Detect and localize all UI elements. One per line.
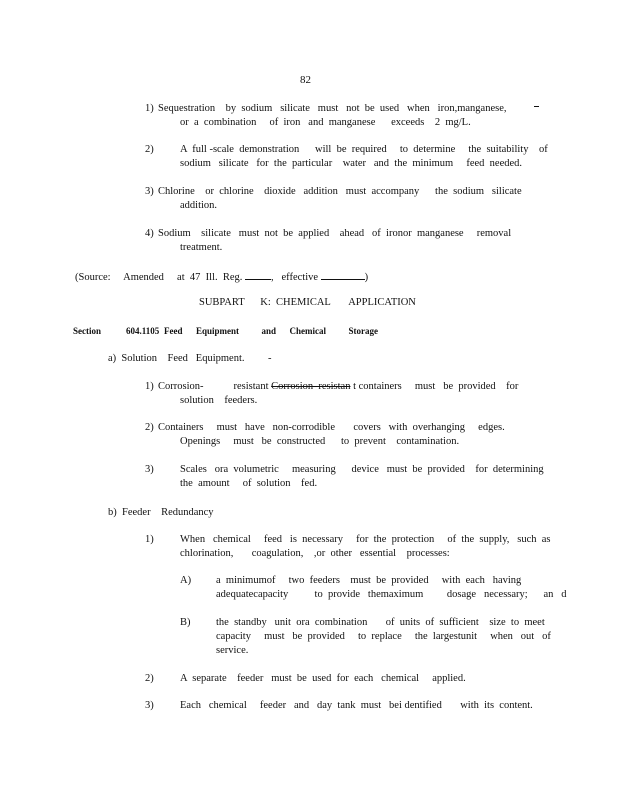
list-item-line: or a combination of iron and manganese exceeds 2 mg/L. xyxy=(180,117,471,128)
list-item-line: Containers must have non-corrodible covers with overhanging edges. xyxy=(158,422,505,433)
list-item-line: Chlorine or chlorine dioxide addition must accompany the sodium silicate xyxy=(158,186,522,197)
reg-blank xyxy=(245,268,271,280)
source-close: ) xyxy=(364,272,369,283)
sub-item-number: B) xyxy=(180,617,191,628)
list-item-line: Sodium silicate must not be applied ahead of ironor manganese removal xyxy=(158,228,512,239)
sub-item-line: service. xyxy=(216,645,249,656)
resistant-text: resistant xyxy=(233,381,269,392)
list-item-line: When chemical feed is necessary for the protection of the supply, such as xyxy=(180,534,551,545)
sub-item-number: A) xyxy=(180,575,192,586)
source-note xyxy=(75,268,368,284)
dash-mark: - xyxy=(268,353,272,364)
list-item-line: sodium silicate for the particular water and the minimum feed needed. xyxy=(180,158,523,169)
sub-item-line: the standby unit ora combination of units of sufficient size to meet xyxy=(216,617,545,628)
list-item-line: A full -scale demonstration will be required to determine the suitability of xyxy=(180,144,548,155)
section-title: Feed Equipment and Chemical Storage xyxy=(164,326,379,336)
list-item-line: Sequestration by sodium silicate must not be used when iron,manganese, xyxy=(158,103,507,114)
sub-item-line: capacity must be provided to replace the largestunit when out of xyxy=(216,631,551,642)
subsection-heading-b: b) Feeder Redundancy xyxy=(108,507,214,518)
corrosion-text: Corrosion- xyxy=(158,381,204,392)
list-item-line xyxy=(158,380,518,393)
section-number: 604.1105 xyxy=(126,326,160,336)
subpart-title: SUBPART K: CHEMICAL APPLICATION xyxy=(199,297,416,308)
effective-blank xyxy=(321,268,365,280)
source-prefix: (Source: Amended at 47 Ill. Reg. xyxy=(75,272,243,283)
list-item-number: 2) xyxy=(145,422,154,433)
page-number: 82 xyxy=(300,74,311,86)
list-item-line: A separate feeder must be used for each chemical applied. xyxy=(180,673,466,684)
list-item-number: 2) xyxy=(145,673,154,684)
deleted-text: Corrosion resistan xyxy=(271,381,351,392)
containers-text: t containers must be provided for xyxy=(350,381,519,392)
list-item-number: 2) xyxy=(145,144,154,155)
list-item-number: 3) xyxy=(145,700,154,711)
subsection-heading-a: a) Solution Feed Equipment. xyxy=(108,353,245,364)
section-label: Section xyxy=(73,326,101,336)
list-item-line: chlorination, coagulation, ,or other essential processes: xyxy=(180,548,450,559)
list-item-line: treatment. xyxy=(180,242,223,253)
list-item-line: solution feeders. xyxy=(180,395,258,406)
sub-item-line: adequatecapacity to provide themaximum dosage necessary; an d xyxy=(216,589,567,600)
list-item-number: 1) xyxy=(145,103,154,114)
list-item-number: 1) xyxy=(145,381,154,392)
list-item-line: Each chemical feeder and day tank must bei dentified with its content. xyxy=(180,700,533,711)
list-item-line: the amount of solution fed. xyxy=(180,478,318,489)
sub-item-line: a minimumof two feeders must be provided with each having xyxy=(216,575,522,586)
source-effective: , effective xyxy=(271,272,319,283)
list-item-number: 3) xyxy=(145,186,154,197)
list-item-line: addition. xyxy=(180,200,218,211)
list-item-number: 1) xyxy=(145,534,154,545)
list-item-line: Scales ora volumetric measuring device must be provided for determining xyxy=(180,464,544,475)
underline-mark xyxy=(534,106,539,107)
list-item-number: 3) xyxy=(145,464,154,475)
list-item-number: 4) xyxy=(145,228,154,239)
list-item-line: Openings must be constructed to prevent contamination. xyxy=(180,436,460,447)
